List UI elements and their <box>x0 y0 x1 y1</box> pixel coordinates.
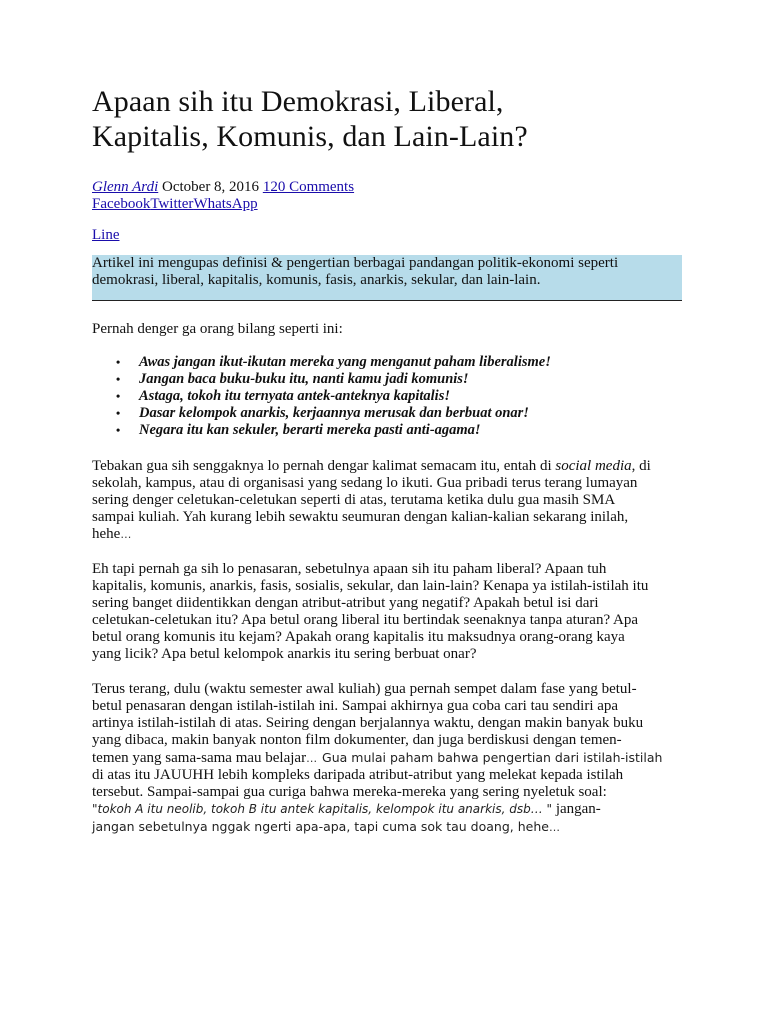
paragraph-1: Tebakan gua sih senggaknya lo pernah dengar kalimat semacam itu, entah di social media, di sekolah, kampus, atau di organisasi yang sedang lo ikuti. Gua pribadi terus terang lumayan sering denger celetukan-celetukan seperti di atas, terutama ketika dulu gua masih SMA sampai kuliah. Yah kurang lebih sewaktu seumuran dengan kalian-kalian sekarang inilah, hehe… <box>92 458 651 542</box>
list-item: • Dasar kelompok anarkis, kerjaannya merusak dan berbuat onar! <box>116 405 529 421</box>
list-item: • Astaga, tokoh itu ternyata antek-anteknya kapitalis! <box>116 388 450 404</box>
inline-quote: "tokoh A itu neolib, tokoh B itu antek kapitalis, kelompok itu anarkis, dsb… " <box>92 802 553 816</box>
publish-date: October 8, 2016 <box>162 179 260 195</box>
comments-link[interactable]: 120 Comments <box>262 179 355 195</box>
bullet-icon: • <box>116 355 121 369</box>
bullet-icon: • <box>116 372 121 386</box>
article-excerpt <box>92 255 682 301</box>
article-title <box>92 84 682 154</box>
list-item: • Jangan baca buku-buku itu, nanti kamu jadi komunis! <box>116 371 469 387</box>
share-facebook-link[interactable]: Facebook <box>92 196 151 212</box>
quote-list <box>92 354 682 439</box>
title-line-1: Apaan sih itu Demokrasi, Liberal, <box>92 85 504 118</box>
excerpt-line-1: Artikel ini mengupas definisi & pengertian berbagai pandangan politik-ekonomi seperti <box>92 255 619 271</box>
bullet-icon: • <box>116 389 121 403</box>
bullet-icon: • <box>116 423 121 437</box>
share-twitter-link[interactable]: Twitter <box>150 196 194 212</box>
author-link[interactable]: Glenn Ardi <box>92 179 159 195</box>
article <box>92 84 682 836</box>
share-whatsapp-link[interactable]: WhatsApp <box>193 196 258 212</box>
share-links <box>92 196 682 213</box>
intro-text: Pernah denger ga orang bilang seperti ini: <box>92 321 343 337</box>
share-line-link[interactable]: Line <box>92 227 120 243</box>
article-meta <box>92 179 682 196</box>
list-item: • Awas jangan ikut-ikutan mereka yang menganut paham liberalisme! <box>116 354 551 370</box>
paragraph-2: Eh tapi pernah ga sih lo penasaran, sebetulnya apaan sih itu paham liberal? Apaan tuh kapitalis, komunis, anarkis, fasis, sosialis, sekular, dan lain-lain? Kenapa ya istilah-istilah itu sering banget diidentikkan dengan atribut-atribut yang negatif? Apakah betul isi dari celetukan-celetukan itu? Apa betul orang liberal itu bertindak seenaknya tanpa aturan? Apa betul orang komunis itu kejam? Apakah orang kapitalis itu maksudnya orang-orang kaya yang licik? Apa betul kelompok anarkis itu sering berbuat onar? <box>92 561 649 662</box>
title-line-2: Kapitalis, Komunis, dan Lain-Lain? <box>92 120 528 153</box>
social-media-emphasis: social media <box>555 458 632 474</box>
paragraph-3: Terus terang, dulu (waktu semester awal kuliah) gua pernah sempet dalam fase yang betul- betul penasaran dengan istilah-istilah ini. Sampai akhirnya gua coba cari tau sendiri apa artinya istilah-istilah di atas. Seiring dengan berjalannya waktu, dengan makin banyak buku yang dibaca, makin banyak nonton film dokumenter, dan juga berdiskusi dengan temen- temen yang sama-sama mau belajar… Gua mulai paham bahwa pengertian dari istilah-istilah di atas itu JAUUHH lebih kompleks daripada atribut-atribut yang melekat kepada istilah tersebut. Sampai-sampai gua curiga bahwa mereka-mereka yang sering nyeletuk soal: "tokoh A itu neolib, tokoh B itu antek kapitalis, kelompok itu anarkis, dsb… " jangan- jangan sebetulnya nggak ngerti apa-apa, tapi cuma sok tau doang, hehe… <box>92 681 663 834</box>
bullet-icon: • <box>116 406 121 420</box>
list-item: • Negara itu kan sekuler, berarti mereka pasti anti-agama! <box>116 422 481 438</box>
excerpt-line-2: demokrasi, liberal, kapitalis, komunis, fasis, anarkis, sekular, dan lain-lain. <box>92 272 541 288</box>
